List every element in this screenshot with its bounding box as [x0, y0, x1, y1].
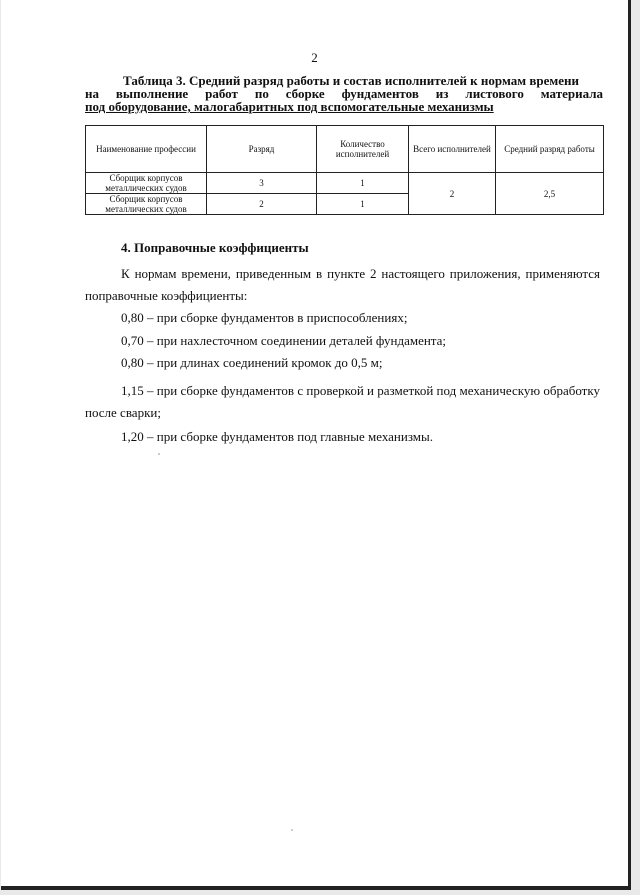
- header-grade: Разряд: [207, 126, 317, 173]
- cell-grade: 2: [207, 194, 317, 215]
- header-count: Количество исполнителей: [317, 126, 409, 173]
- coefficient-item: 0,80 – при сборке фундаментов в приспособлениях;: [121, 310, 408, 325]
- coefficient-item-wrapped: [85, 380, 600, 424]
- coefficient-item: 1,20 – при сборке фундаментов под главные механизмы.: [121, 429, 433, 444]
- intro-line-1: К нормам времени, приведенным в пункте 2 настоящего приложения, применяются: [121, 266, 600, 281]
- document-page: [1, 0, 631, 890]
- section-title: 4. Поправочные коэффициенты: [121, 240, 309, 255]
- cell-profession: Сборщик корпусов металлических судов: [86, 194, 207, 215]
- cell-average-grade: 2,5: [496, 173, 604, 215]
- cell-profession: Сборщик корпусов металлических судов: [86, 173, 207, 194]
- table-caption: [85, 74, 603, 113]
- header-average-grade: Средний разряд работы: [496, 126, 604, 173]
- intro-line-2: поправочные коэффициенты:: [85, 288, 248, 303]
- caption-line-3: под оборудование, малогабаритных под вспомогательные механизмы: [85, 99, 494, 114]
- coefficient-item-line-1: 1,15 – при сборке фундаментов с проверкой и разметкой под механическую обработку: [121, 383, 600, 398]
- cell-total: 2: [409, 173, 496, 215]
- caption-line-1: Таблица 3. Средний разряд работы и состав исполнителей к нормам времени: [123, 73, 579, 88]
- coefficient-item: 0,70 – при нахлесточном соединении деталей фундамента;: [121, 333, 447, 348]
- page-number: 2: [311, 50, 318, 65]
- caption-line-2: на выполнение работ по сборке фундаментов из листового материала: [85, 86, 603, 101]
- table-row: [86, 173, 604, 194]
- intro-paragraph: [85, 263, 600, 307]
- coefficient-item-line-2: после сварки;: [85, 405, 161, 420]
- cell-grade: 3: [207, 173, 317, 194]
- header-total: Всего исполнителей: [409, 126, 496, 173]
- scan-speck: [291, 829, 293, 831]
- table-header-row: [86, 126, 604, 173]
- header-profession: Наименование профессии: [86, 126, 207, 173]
- scan-speck: [158, 453, 160, 455]
- coefficient-item: 0,80 – при длинах соединений кромок до 0,5 м;: [121, 355, 383, 370]
- cell-count: 1: [317, 194, 409, 215]
- cell-count: 1: [317, 173, 409, 194]
- crew-table: [85, 125, 604, 215]
